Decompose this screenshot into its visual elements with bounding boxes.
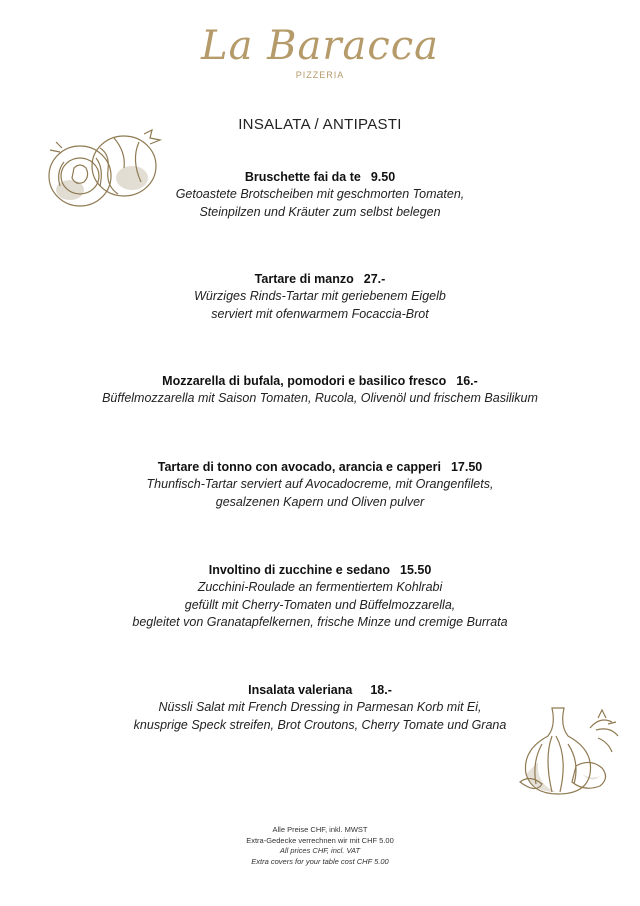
dish-name: Tartare di tonno con avocado, arancia e capperi [157,460,441,474]
dish-name: Insalata valeriana [248,683,353,697]
dish-price: 16.- [456,374,478,388]
dish-name: Tartare di manzo [254,272,354,286]
dish-description: Thunfisch-Tartar serviert auf Avocadocreme, mit Orangenfilets, [146,477,494,491]
dish-description: Steinpilzen und Kräuter zum selbst belegen [199,204,441,219]
price-footer [0,825,640,867]
dish-name: Involtino di zucchine e sedano [208,563,390,577]
menu-item [40,561,600,632]
dish-description: knusprige Speck streifen, Brot Croutons, Cherry Tomate und Grana [133,717,507,732]
dish-description: gesalzenen Kapern und Oliven pulver [215,494,425,509]
menu-item [40,681,600,734]
footer-line: Alle Preise CHF, inkl. MWST [272,825,368,834]
menu-item [20,372,620,408]
dish-description: Büffelmozzarella mit Saison Tomaten, Rucola, Olivenöl und frischem Basilikum [102,391,538,405]
dish-description: begleitet von Granatapfelkernen, frische Minze und cremige Burrata [132,615,508,629]
footer-line: Extra-Gedecke verrechnen wir mit CHF 5.00 [246,835,394,845]
dish-price: 9.50 [370,170,396,184]
dish-title [40,681,600,699]
menu-item [60,168,580,221]
dish-title [20,372,620,390]
dish-description: serviert mit ofenwarmem Focaccia-Brot [211,306,429,321]
logo-text: La Baracca [201,23,439,69]
dish-description: Würziges Rinds-Tartar mit geriebenem Eigelb [194,289,446,303]
menu-item [60,270,580,323]
dish-title [60,270,580,288]
footer-line: All prices CHF, incl. VAT [279,846,361,855]
dish-price: 27.- [363,272,386,286]
dish-description: Zucchini-Roulade an fermentiertem Kohlrabi [197,580,443,594]
dish-title [60,458,580,476]
dish-price: 15.50 [400,563,432,577]
dish-name: Bruschette fai da te [244,170,361,184]
footer-line: Extra covers for your table cost CHF 5.00 [251,856,389,866]
dish-description: gefüllt mit Cherry-Tomaten und Büffelmozzarella, [184,597,456,612]
restaurant-logo [0,24,640,80]
dish-description: Nüssli Salat mit French Dressing in Parmesan Korb mit Ei, [158,700,482,714]
dish-price: 17.50 [450,460,483,474]
dish-description: Getoastete Brotscheiben mit geschmorten Tomaten, [175,187,465,201]
dish-title [60,168,580,186]
dish-price: 18.- [370,683,392,697]
logo-subtitle: PIZZERIA [295,70,345,80]
menu-item [60,458,580,511]
dish-name: Mozzarella di bufala, pomodori e basilico fresco [162,374,447,388]
dish-title [40,561,600,579]
section-title: INSALATA / ANTIPASTI [238,116,402,133]
